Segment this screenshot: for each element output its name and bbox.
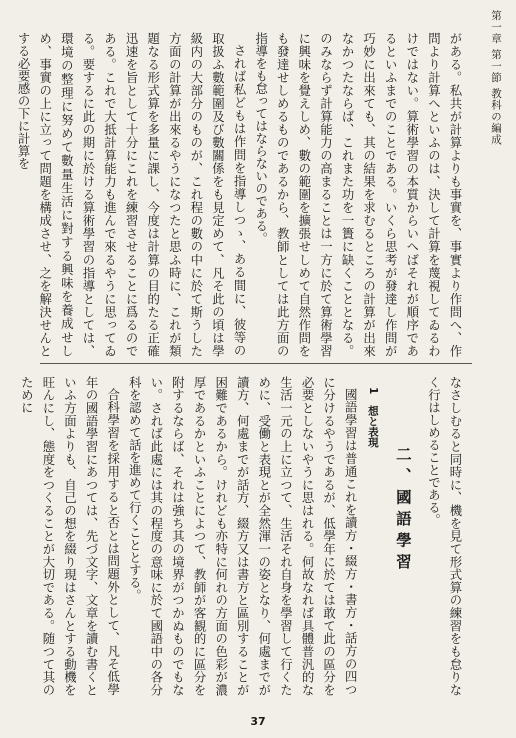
paragraph: 國語學習は普通これを讀方・綴方・書方・話方の四つに分けるやうであるが、低學年に於ては敢て此の區分を必要としないやうに思はれる。何故なれば具體普汎的な生活一元の上に立つて、生活それ自身を學習して行くために、受働と表現とが全然渾一の姿となり、何處までが讀方、何處までが話方、綴方又は書方と區別することが困難であるから。けれども亦特に何れの方面の色彩が濃厚であるかといふことによつて、教師が客観的に區分を附するならば、それは強ち其の境界がつかぬものでもない。されば此處には其の程度の意味に於て國語中の各分科を認めて話を進めて行くこととする。 — [127, 376, 359, 696]
subsection-heading: 1 想と表現 — [366, 386, 379, 448]
column-divider — [40, 363, 472, 364]
section-heading: 二、國語學習 — [393, 446, 412, 575]
running-header: 第一章 第一節 教科の編成 — [490, 10, 502, 146]
lower-text-block — [19, 376, 466, 696]
page-number: 37 — [250, 715, 266, 728]
paragraph: なさしむると同時に、機を見て形式算の練習をも怠りなく行はしめることである。 — [426, 376, 463, 696]
paragraph: がある。私共が計算よりも事實を、事實より作問へ、作問より計算へといふのは、決して計算を蔑視してゐるわけではない。算術學習の本質からいへばそれが順序であるといふまでのことである。いくら思考が發達し作問が巧妙に出來ても、其の結果を求むるところの計算が出來なかつたならば、これまた功を一簣に缺くこととなる。のみならず計算能力の高まることは一方に於て算術學習に興味を覺えしめ、數の範圍を擴張せしめて自然作問をも發達せしめるものであるから、教師としては此方面の指導をも怠ってはならないのである。 — [253, 32, 463, 357]
upper-text-block — [16, 32, 466, 357]
paragraph: 合科學習を採用すると否とは問題外として、凡そ低學年の國語學習にあつては、先づ文字、文章を讀む書くといふ方面よりも、自己の想を綴り現はさんとする動機を旺んにし、態度をつくることが大切である。随つて其のために — [19, 376, 121, 696]
paragraph: されば私どもは作問を指導しつゝ、ある間に、彼等の取扱ふ數範圍及び數關係をも見定めて、凡そ此の頃は學級内の大部分のものが、これ程の數の中に於て斯うした方面の計算が出來るやうになつたと思ふ時に、これが類題なる形式算を多量に課し、今度は計算の目的たる正確迅速を旨として十分にこれを練習させることに爲るのである。これで大抵計算能力も進んで來るやうに思ってゐる。要するに此の期に於ける算術學習の指導としては、環境の整理に努めて數量生活に對する興味を養成せしめ、事實の上に立って問題を構成させ、之を解決せんとする必要感の下に計算を — [16, 32, 248, 357]
